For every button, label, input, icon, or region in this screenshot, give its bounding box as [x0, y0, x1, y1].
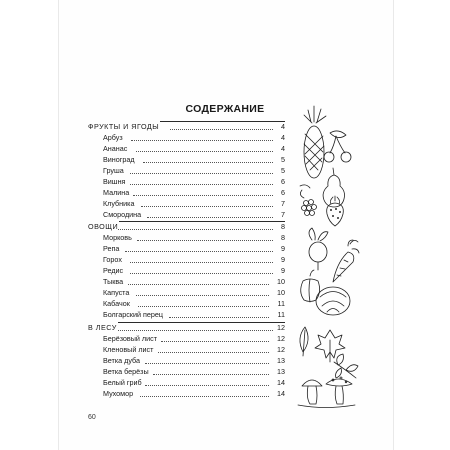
- toc-page-number: 14: [277, 389, 285, 398]
- toc-page-number: 12: [277, 334, 285, 343]
- toc-item-label: Ананас: [103, 144, 128, 153]
- toc-page-number: 11: [277, 299, 285, 308]
- toc-page-number: 6: [281, 188, 285, 197]
- toc-section-label: ОВОЩИ: [88, 222, 119, 231]
- page-number: 60: [88, 414, 96, 421]
- toc-item-label: Морковь: [103, 233, 132, 242]
- oak-branch-icon: [334, 354, 358, 378]
- toc-item-label: Малина: [103, 188, 130, 197]
- toc-item-label: Кленовый лист: [103, 345, 154, 354]
- toc-page-number: 9: [281, 255, 285, 264]
- toc-section-label: В ЛЕСУ: [88, 323, 117, 332]
- toc-page-number: 4: [281, 133, 285, 142]
- page-title: СОДЕРЖАНИЕ: [185, 103, 265, 115]
- toc-page-number: 10: [277, 288, 285, 297]
- toc-page-number: 7: [281, 199, 285, 208]
- carrot-icon: [333, 240, 359, 282]
- toc-item-label: Арбуз: [103, 133, 123, 142]
- toc-item-label: Берёзовый лист: [103, 334, 158, 343]
- toc-item-label: Горох: [103, 255, 122, 264]
- toc-item-label: Кабачок: [103, 299, 130, 308]
- toc-item-label: Клубника: [103, 199, 135, 208]
- toc-page-number: 6: [281, 177, 285, 186]
- toc-page-number: 13: [277, 356, 285, 365]
- toc-item-label: Редис: [103, 266, 124, 275]
- mushroom-icon: [298, 377, 355, 408]
- raspberry-icon: [300, 185, 317, 216]
- toc-page-number: 14: [277, 378, 285, 387]
- maple-leaf-icon: [315, 330, 345, 362]
- toc-page-number: 7: [281, 210, 285, 219]
- toc-page-number: 9: [281, 266, 285, 275]
- toc-item-label: Ветка дуба: [103, 356, 140, 365]
- toc-item-label: Смородина: [103, 210, 142, 219]
- toc-item-label: Ветка берёзы: [103, 367, 149, 376]
- toc-page-number: 13: [277, 367, 285, 376]
- toc-section-label: ФРУКТЫ И ЯГОДЫ: [88, 122, 160, 131]
- toc-page-number: 8: [281, 233, 285, 242]
- birch-leaf-icon: [300, 327, 308, 356]
- toc-item-label: Груша: [103, 166, 124, 175]
- toc-item-label: Болгарский перец: [103, 310, 163, 319]
- toc-item-label: Виноград: [103, 155, 135, 164]
- toc-item-label: Репа: [103, 244, 120, 253]
- toc-item-label: Мухомор: [103, 389, 134, 398]
- toc-page-number: 10: [277, 277, 285, 286]
- toc-page-number: 11: [277, 310, 285, 319]
- toc-page-number: 8: [281, 222, 285, 231]
- toc-item-label: Капуста: [103, 288, 130, 297]
- toc-item-label: Тыква: [103, 277, 124, 286]
- toc-item-label: Вишня: [103, 177, 126, 186]
- toc-page-number: 9: [281, 244, 285, 253]
- toc-item-label: Белый гриб: [103, 378, 142, 387]
- pineapple-icon: [304, 106, 326, 178]
- toc-page-number: 5: [281, 155, 285, 164]
- strawberry-icon: [327, 196, 344, 226]
- toc-page-number: 4: [281, 122, 285, 131]
- toc-page-number: 5: [281, 166, 285, 175]
- pear-icon: [323, 168, 344, 207]
- toc-page-number: 12: [277, 323, 285, 332]
- toc-page-number: 4: [281, 144, 285, 153]
- cherry-icon: [324, 131, 351, 162]
- cabbage-icon: [316, 287, 350, 315]
- toc-page-number: 12: [277, 345, 285, 354]
- radish-icon: [309, 228, 328, 270]
